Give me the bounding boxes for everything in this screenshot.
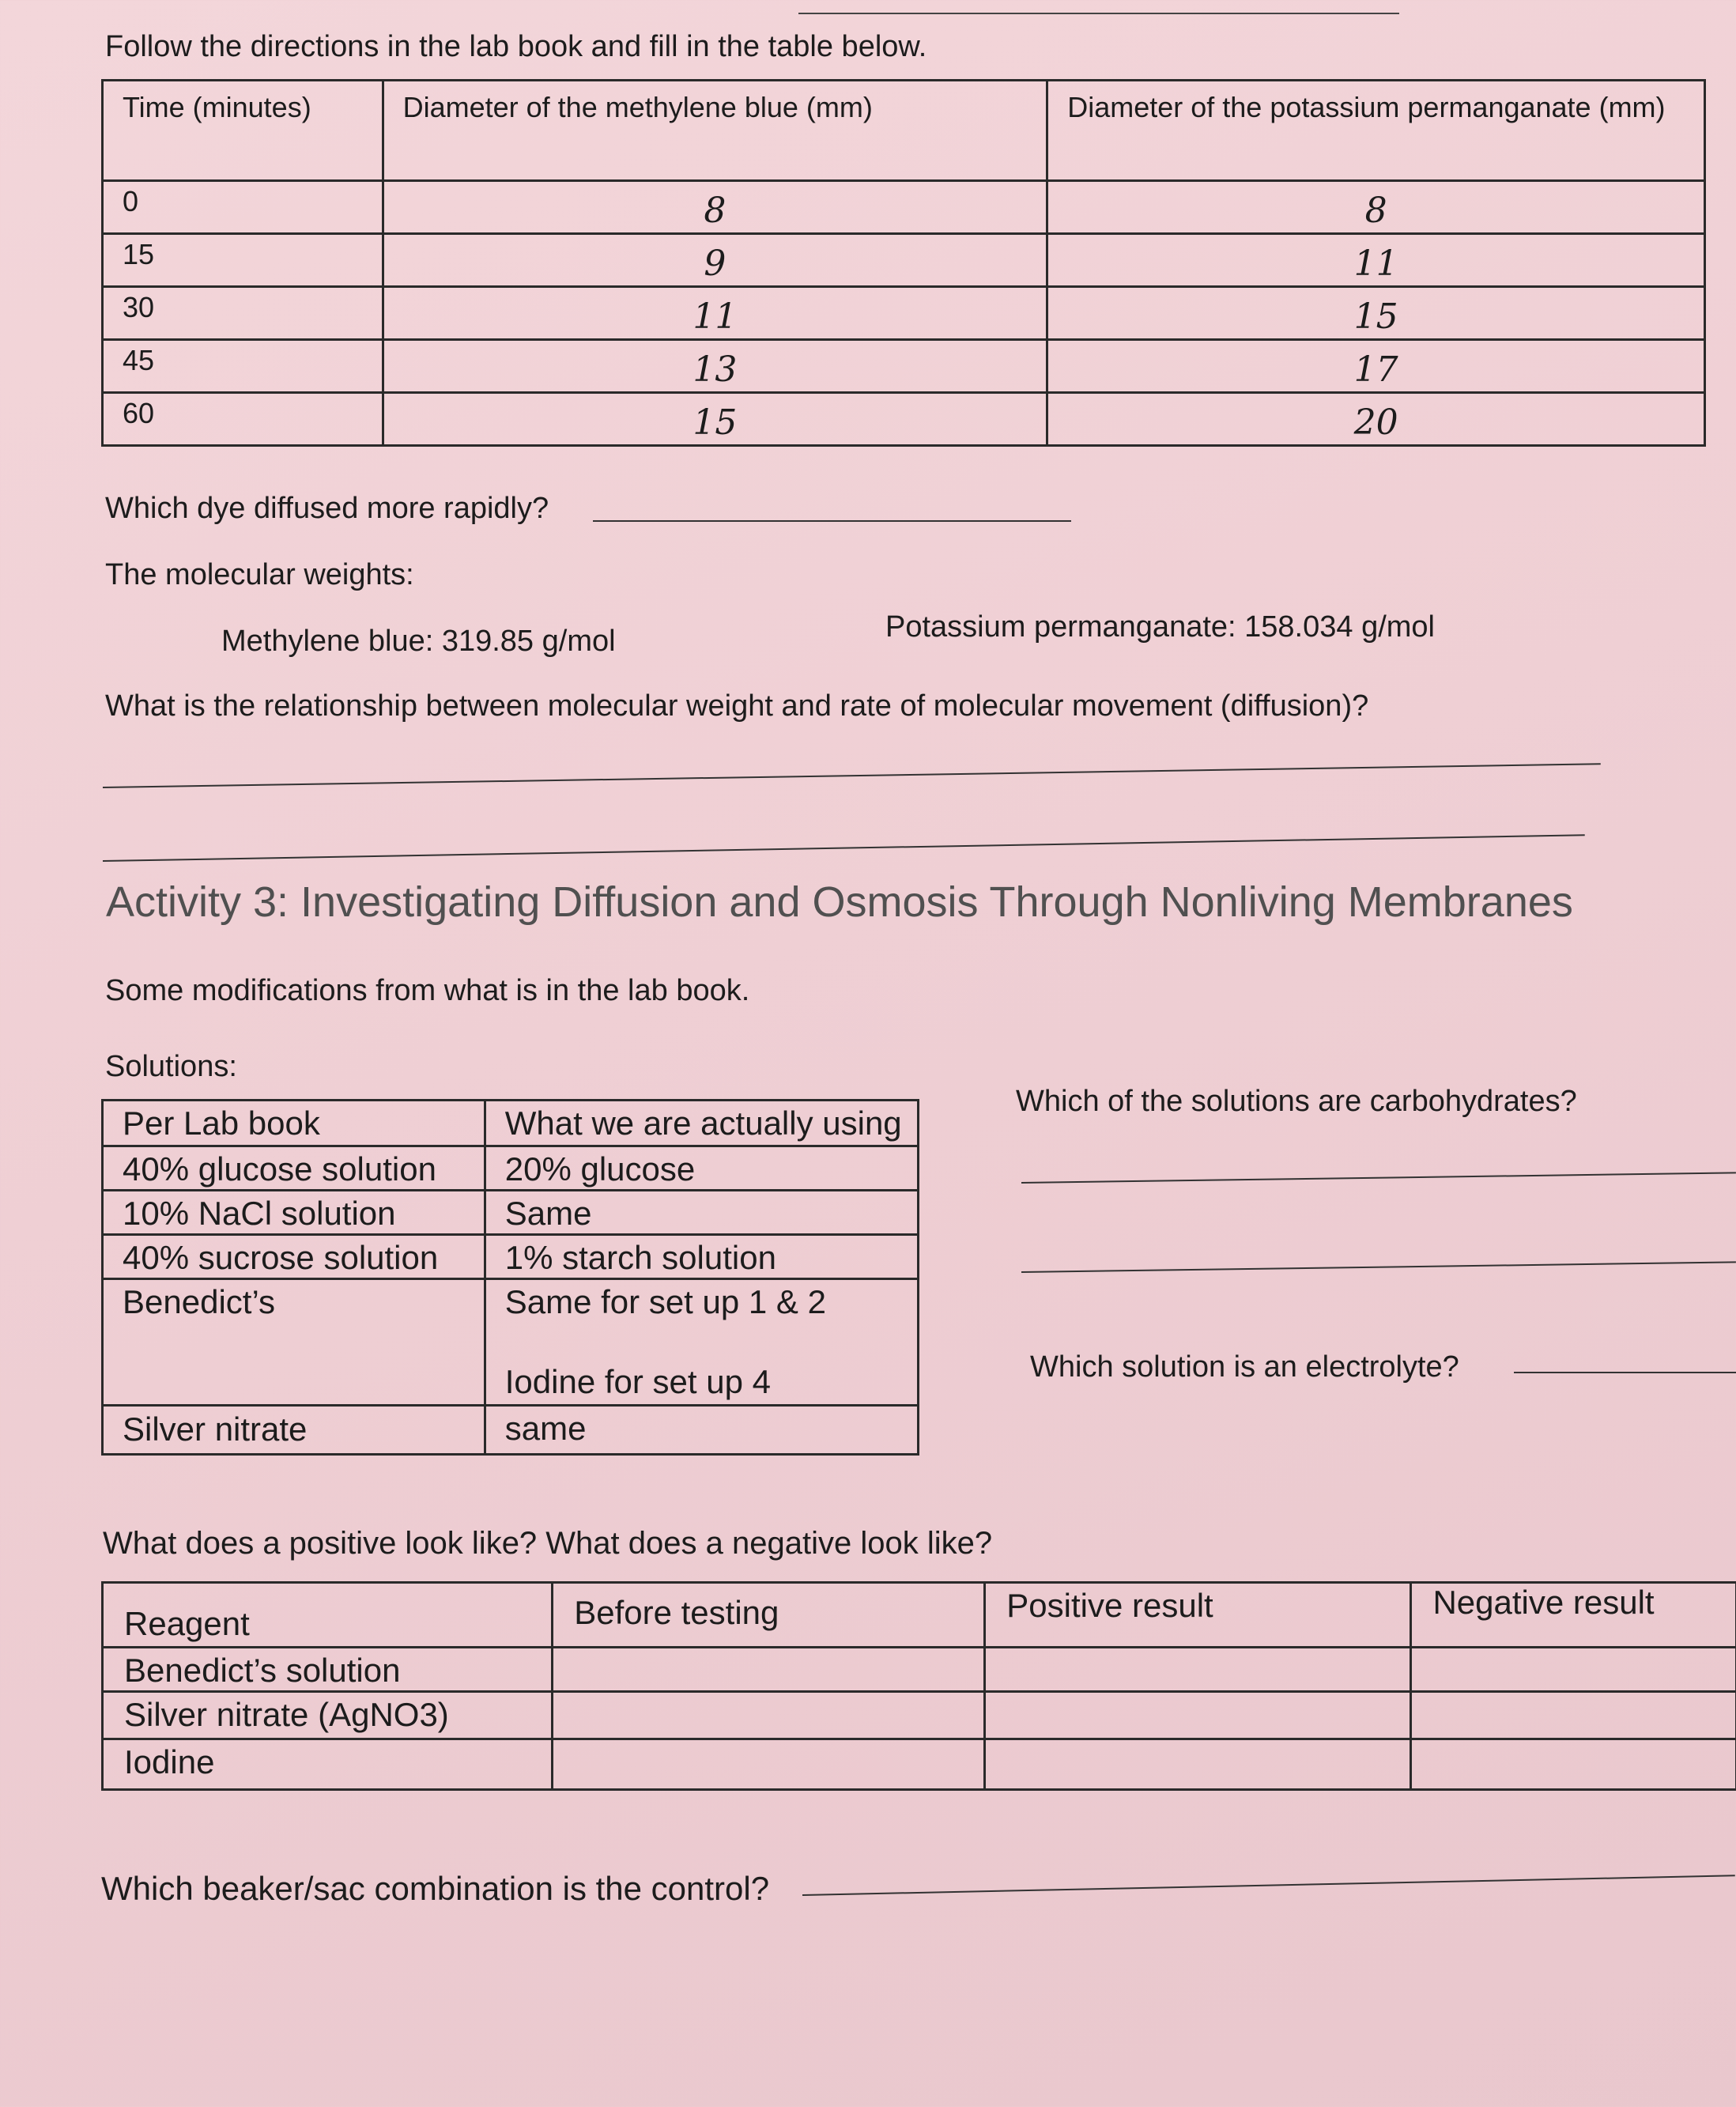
header-reagent: Reagent [103, 1583, 553, 1648]
methylene-blue-value: 9 [704, 244, 726, 284]
header-negative-result: Negative result [1411, 1583, 1736, 1648]
time-cell: 15 [103, 234, 383, 287]
carbohydrates-question: Which of the solutions are carbohydrates? [1016, 1085, 1577, 1118]
faster-dye-question: Which dye diffused more rapidly? [105, 492, 549, 525]
carbohydrates-answer-line-2[interactable] [1021, 1261, 1736, 1273]
table-row [103, 1279, 919, 1406]
table-row [103, 1235, 919, 1279]
before-testing-cell[interactable] [553, 1739, 985, 1790]
header-positive-result: Positive result [985, 1583, 1411, 1648]
potassium-permanganate-cell[interactable] [1047, 234, 1705, 287]
solutions-table-header [103, 1101, 919, 1146]
electrolyte-answer-line[interactable] [1514, 1372, 1736, 1373]
solutions-table [101, 1099, 919, 1456]
header-time: Time (minutes) [103, 81, 383, 181]
time-cell: 30 [103, 287, 383, 340]
before-testing-cell[interactable] [553, 1692, 985, 1739]
header-actually-using: What we are actually using [485, 1101, 918, 1146]
potassium-permanganate-cell[interactable] [1047, 181, 1705, 234]
negative-result-cell[interactable] [1411, 1692, 1736, 1739]
potassium-permanganate-value: 15 [1353, 296, 1398, 337]
table-row [103, 287, 1705, 340]
molecular-weights-label: The molecular weights: [105, 558, 414, 591]
actual-solution: Same [485, 1191, 918, 1235]
table-row [103, 1648, 1736, 1692]
methylene-blue-cell[interactable] [383, 393, 1047, 446]
reagent-name: Silver nitrate (AgNO3) [103, 1692, 553, 1739]
methylene-blue-value: 13 [693, 349, 738, 390]
actual-solution-line-1: Same for set up 1 & 2 [504, 1283, 826, 1320]
electrolyte-question: Which solution is an electrolyte? [1030, 1350, 1459, 1384]
actual-solution-line-2: Iodine for set up 4 [504, 1363, 771, 1400]
table-row [103, 393, 1705, 446]
time-cell: 0 [103, 181, 383, 234]
reagent-table [101, 1581, 1736, 1791]
faster-dye-answer-line[interactable] [593, 520, 1071, 522]
potassium-permanganate-cell[interactable] [1047, 287, 1705, 340]
relationship-answer-line-1[interactable] [103, 763, 1601, 788]
potassium-permanganate-value: 8 [1364, 191, 1387, 231]
methylene-blue-value: 8 [704, 191, 726, 231]
potassium-permanganate-value: 11 [1353, 244, 1398, 284]
table-row [103, 1739, 1736, 1790]
positive-result-cell[interactable] [985, 1739, 1411, 1790]
actual-solution: 20% glucose [485, 1146, 918, 1191]
potassium-permanganate-weight: Potassium permanganate: 158.034 g/mol [885, 610, 1435, 644]
table-row [103, 1146, 919, 1191]
methylene-blue-cell[interactable] [383, 340, 1047, 393]
actual-solution: 1% starch solution [485, 1235, 918, 1279]
potassium-permanganate-value: 17 [1353, 349, 1398, 390]
diffusion-table [101, 79, 1706, 447]
table-row [103, 1692, 1736, 1739]
potassium-permanganate-value: 20 [1353, 402, 1398, 443]
methylene-blue-cell[interactable] [383, 287, 1047, 340]
methylene-blue-value: 11 [693, 296, 738, 337]
time-cell: 60 [103, 393, 383, 446]
actual-solution [485, 1279, 918, 1406]
table-row [103, 1191, 919, 1235]
positive-negative-question: What does a positive look like? What does a negative look like? [103, 1526, 993, 1561]
relationship-question: What is the relationship between molecular weight and rate of molecular movement (diffusion)? [105, 689, 1369, 723]
header-potassium-permanganate: Diameter of the potassium permanganate (mm) [1047, 81, 1705, 181]
lab-book-solution: Benedict’s [103, 1279, 485, 1406]
positive-result-cell[interactable] [985, 1692, 1411, 1739]
instructions-text: Follow the directions in the lab book and fill in the table below. [105, 30, 927, 63]
header-per-lab-book: Per Lab book [103, 1101, 485, 1146]
lab-book-solution: 10% NaCl solution [103, 1191, 485, 1235]
control-answer-line[interactable] [802, 1875, 1735, 1896]
control-question: Which beaker/sac combination is the control? [101, 1870, 770, 1907]
methylene-blue-cell[interactable] [383, 234, 1047, 287]
reagent-table-header [103, 1583, 1736, 1648]
methylene-blue-value: 15 [693, 402, 738, 443]
lab-book-solution: 40% glucose solution [103, 1146, 485, 1191]
table-row [103, 340, 1705, 393]
relationship-answer-line-2[interactable] [103, 834, 1585, 862]
methylene-blue-weight: Methylene blue: 319.85 g/mol [221, 625, 616, 658]
negative-result-cell[interactable] [1411, 1648, 1736, 1692]
potassium-permanganate-cell[interactable] [1047, 340, 1705, 393]
header-methylene-blue: Diameter of the methylene blue (mm) [383, 81, 1047, 181]
table-row [103, 181, 1705, 234]
before-testing-cell[interactable] [553, 1648, 985, 1692]
diffusion-table-header [103, 81, 1705, 181]
table-row [103, 1406, 919, 1455]
carbohydrates-answer-line-1[interactable] [1021, 1172, 1736, 1184]
lab-book-solution: 40% sucrose solution [103, 1235, 485, 1279]
potassium-permanganate-cell[interactable] [1047, 393, 1705, 446]
table-row [103, 234, 1705, 287]
positive-result-cell[interactable] [985, 1648, 1411, 1692]
header-before-testing: Before testing [553, 1583, 985, 1648]
reagent-name: Iodine [103, 1739, 553, 1790]
actual-solution: same [485, 1406, 918, 1455]
time-cell: 45 [103, 340, 383, 393]
negative-result-cell[interactable] [1411, 1739, 1736, 1790]
activity-subtitle: Some modifications from what is in the lab book. [105, 974, 750, 1007]
lab-book-solution: Silver nitrate [103, 1406, 485, 1455]
methylene-blue-cell[interactable] [383, 181, 1047, 234]
top-answer-line [798, 13, 1399, 14]
reagent-name: Benedict’s solution [103, 1648, 553, 1692]
solutions-label: Solutions: [105, 1050, 237, 1083]
activity-title: Activity 3: Investigating Diffusion and Osmosis Through Nonliving Membranes [106, 878, 1573, 926]
